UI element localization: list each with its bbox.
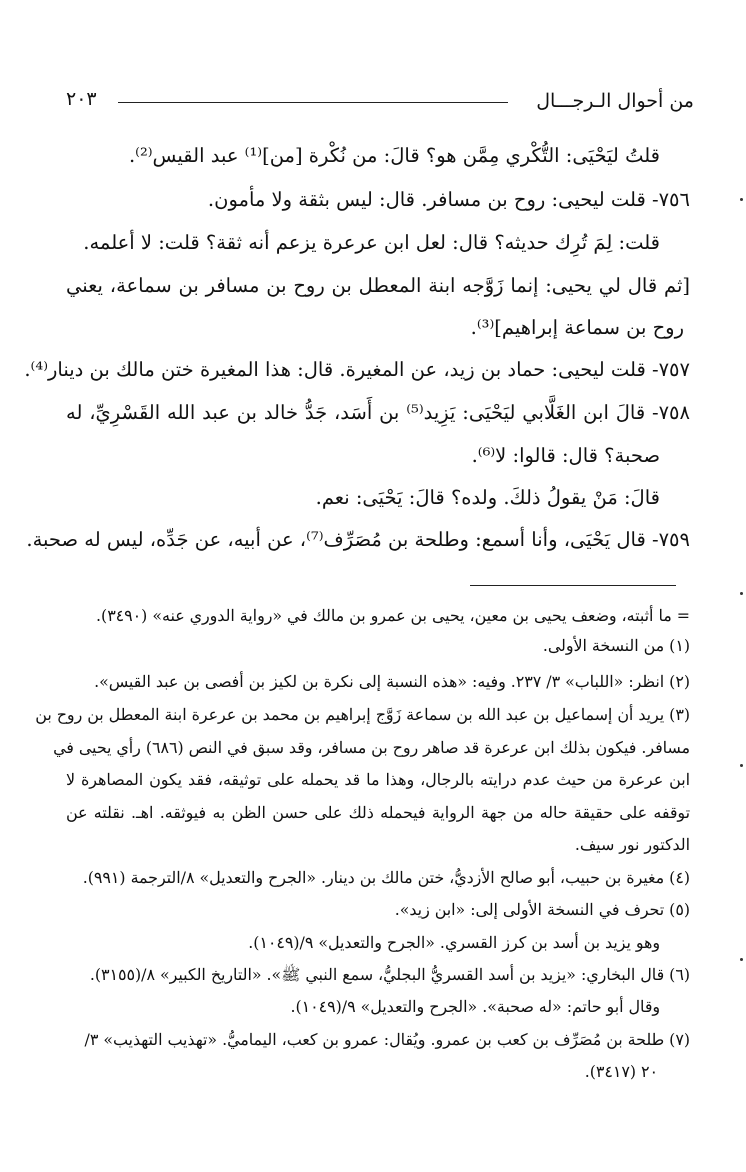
footnote-separator <box>470 585 676 586</box>
scan-mark <box>740 764 743 767</box>
main-line: ٧٥٦- قلت ليحيى: روح بن مسافر. قال: ليس بثقة ولا مأمون. <box>207 188 690 211</box>
footnote-line: (٣) يريد أن إسماعيل بن عبد الله بن سماعة زَوَّج إبراهيم بن محمد بن عرعرة ابنة المعطل بن روح بن <box>35 705 690 724</box>
footnote-line: (٢) انظر: «اللباب» ٣/ ٢٣٧. وفيه: «هذه النسبة إلى نكرة بن لكيز بن أفصى بن عبد القيس». <box>94 672 690 691</box>
main-line: ٧٥٧- قلت ليحيى: حماد بن زيد، عن المغيرة. قال: هذا المغيرة ختن مالك بن دينار⁽⁴⁾. <box>24 358 690 381</box>
footnote-line: ابن عرعرة من حيث عدم درايته بالرجال، وهذا ما قد يحمله على توثيقه، فقد يكون المصاهرة لا <box>66 770 690 789</box>
footnote-line: مسافر. فيكون بذلك ابن عرعرة قد صاهر روح بن مسافر، وقد سبق في النص (٦٨٦) رأي يحيى في <box>53 738 690 757</box>
footnote-line: (١) من النسخة الأولى. <box>542 636 690 655</box>
footnote-line: (٦) قال البخاري: «يزيد بن أسد القسريُّ البجليُّ، سمع النبي ﷺ». «التاريخ الكبير» ٨/(٣١٥٥). <box>89 965 690 984</box>
main-line: قلتُ ليَحْيَى: التُّكْري مِمَّن هو؟ قالَ: من نُكْرة [من]⁽¹⁾ عبد القيس⁽²⁾. <box>128 144 660 167</box>
footnote-line: (٤) مغيرة بن حبيب، أبو صالح الأزديُّ، ختن مالك بن دينار. «الجرح والتعديل» ٨/الترجمة (٩٩١). <box>82 868 690 887</box>
footnote-line: (٥) تحرف في النسخة الأولى إلى: «ابن زيد». <box>394 900 690 919</box>
page-number: ٢٠٣ <box>66 88 97 110</box>
main-line: ٧٥٩- قال يَحْيَى، وأنا أسمع: وطلحة بن مُصَرِّف⁽⁷⁾، عن أبيه، عن جَدِّه، ليس له صحبة. <box>26 528 690 551</box>
main-line: روح بن سماعة إبراهيم]⁽³⁾. <box>470 316 684 339</box>
scan-mark <box>740 592 743 595</box>
footnote-line: (٧) طلحة بن مُصَرِّف بن كعب بن عمرو. ويُقال: عمرو بن كعب، اليماميُّ. «تهذيب التهذيب» ٣/ <box>84 1030 690 1049</box>
footnote-line: وقال أبو حاتم: «له صحبة». «الجرح والتعديل» ٩/(١٠٤٩). <box>290 997 660 1016</box>
scan-mark <box>740 958 743 961</box>
running-header-title: من أحوال الـرجـــال <box>536 90 694 112</box>
main-line: ٧٥٨- قالَ ابن الغَلَّابي ليَحْيَى: يَزِيد⁽⁵⁾ بن أَسَد، جَدُّ خالد بن عبد الله القَسْرِيِّ، له <box>66 401 690 424</box>
footnote-line: الدكتور نور سيف. <box>574 835 690 854</box>
header-rule <box>118 102 508 103</box>
footnote-line: وهو يزيد بن أسد بن كرز القسري. «الجرح والتعديل» ٩/(١٠٤٩). <box>248 933 660 952</box>
main-line: [ثم قال لي يحيى: إنما زَوَّجه ابنة المعطل بن روح بن مسافر بن سماعة، يعني <box>66 274 690 297</box>
scan-mark <box>740 198 743 201</box>
main-line: صحبة؟ قال: قالوا: لا⁽⁶⁾. <box>471 444 660 467</box>
footnote-line: توقفه على حقيقة حاله من جهة الرواية فيحمله ذلك على حسن الظن به فيوثقه. اهـ. نقلته عن <box>66 803 690 822</box>
footnote-line: = ما أثبته، وضعف يحيى بن معين، يحيى بن عمرو بن مالك في «رواية الدوري عنه» (٣٤٩٠). <box>96 606 690 625</box>
main-line: قلت: لِمَ تُرِك حديثه؟ قال: لعل ابن عرعرة يزعم أنه ثقة؟ قلت: لا أعلمه. <box>83 231 660 254</box>
footnote-line: ٢٠ (٣٤١٧). <box>584 1062 658 1081</box>
main-line: قالَ: مَنْ يقولُ ذلكَ. ولده؟ قالَ: يَحْيَى: نعم. <box>315 486 660 509</box>
